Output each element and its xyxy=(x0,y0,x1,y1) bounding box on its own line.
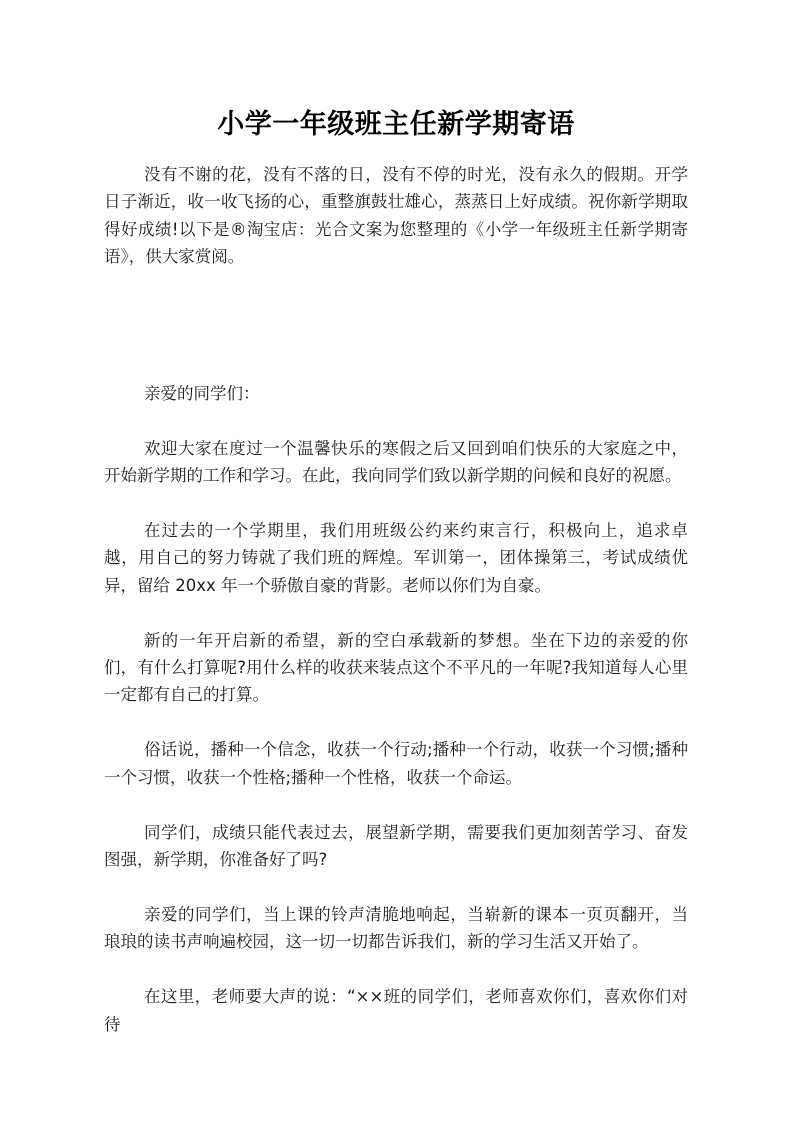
body-paragraph-school-bell: 亲爱的同学们，当上课的铃声清脆地响起，当崭新的课本一页页翻开，当琅琅的读书声响遍校园，这一切一切都告诉我们，新的学习生活又开始了。 xyxy=(104,904,688,952)
intro-paragraph: 没有不谢的花，没有不落的日，没有不停的时光，没有永久的假期。开学日子渐近，收一收飞扬的心，重整旗鼓壮雄心，蒸蒸日上好成绩。祝你新学期取得好成绩!以下是®淘宝店：光合文案为您整理的《小学一年级班主任新学期寄语》，供大家赏阅。 xyxy=(104,165,688,267)
body-paragraph-last-semester: 在过去的一个学期里，我们用班级公约来约束言行，积极向上，追求卓越，用自己的努力铸就了我们班的辉煌。军训第一，团体操第三，考试成绩优异，留给 20xx 年一个骄傲自豪的背影。老师以你们为自豪。 xyxy=(104,520,688,595)
salutation-line: 亲爱的同学们： xyxy=(144,383,260,403)
document-title: 小学一年级班主任新学期寄语 xyxy=(217,109,575,140)
body-paragraph-outlook: 同学们，成绩只能代表过去，展望新学期，需要我们更加刻苦学习、奋发图强，新学期，你准备好了吗? xyxy=(104,822,688,869)
body-paragraph-proverb: 俗话说，播种一个信念，收获一个行动;播种一个行动，收获一个习惯;播种一个习惯，收获一个性格;播种一个性格，收获一个命运。 xyxy=(104,740,688,787)
body-paragraph-teacher-says: 在这里，老师要大声的说：“××班的同学们，老师喜欢你们，喜欢你们对待 xyxy=(104,987,688,1034)
body-paragraph-welcome: 欢迎大家在度过一个温馨快乐的寒假之后又回到咱们快乐的大家庭之中，开始新学期的工作和学习。在此，我向同学们致以新学期的问候和良好的祝愿。 xyxy=(104,438,688,485)
body-paragraph-new-year-hope: 新的一年开启新的希望，新的空白承载新的梦想。坐在下边的亲爱的你们，有什么打算呢?用什么样的收获来装点这个不平凡的一年呢?我知道每人心里一定都有自己的打算。 xyxy=(104,630,688,705)
